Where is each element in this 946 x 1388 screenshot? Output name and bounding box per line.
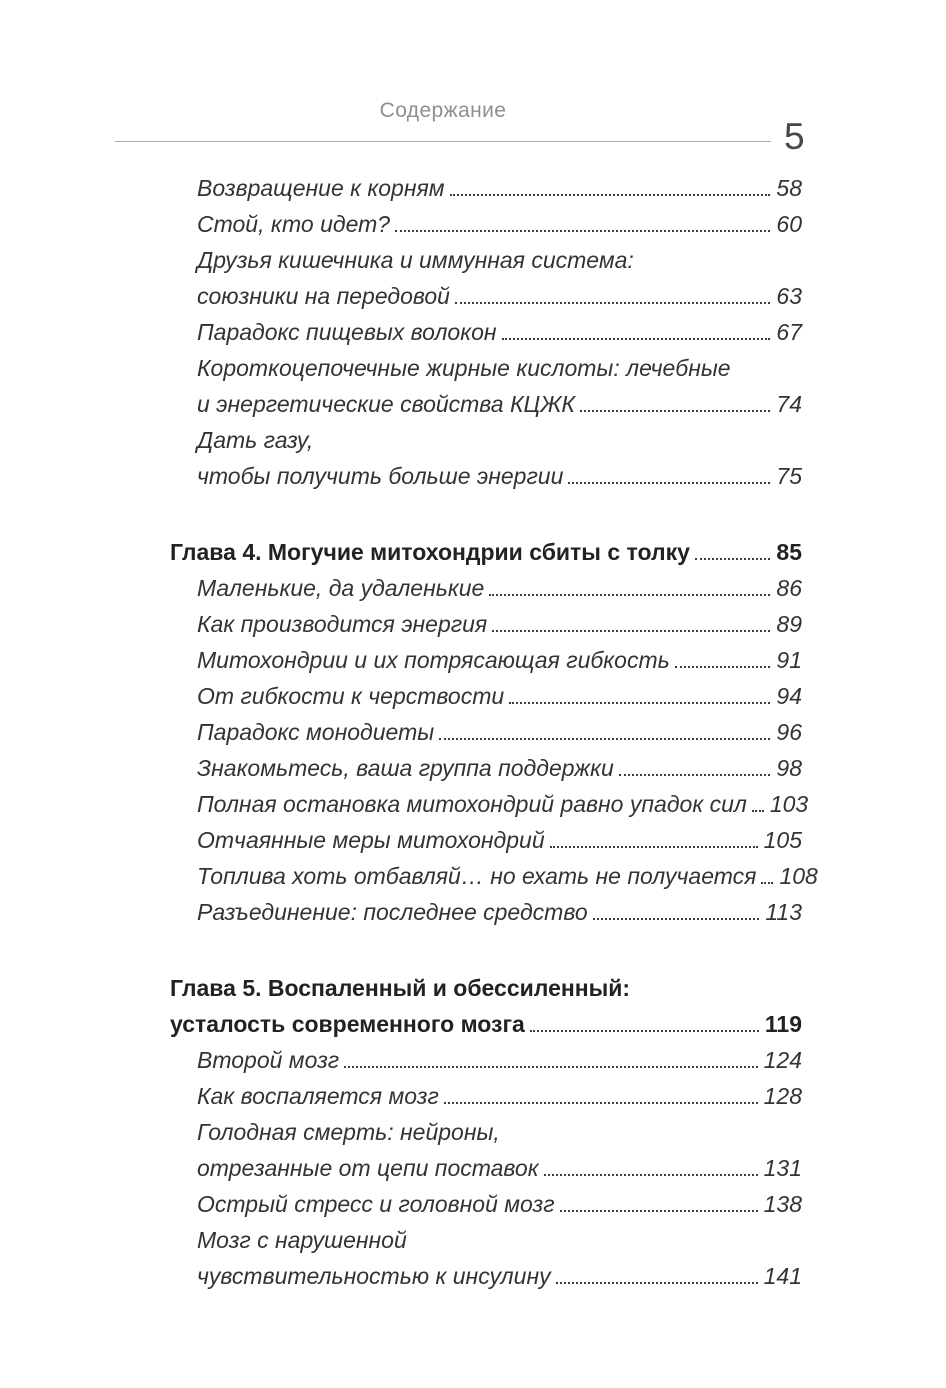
toc-entry-title: Дать газу,: [197, 427, 314, 453]
toc-entry-line: [197, 1078, 802, 1114]
toc-sub-entry: [170, 570, 802, 606]
dot-leader: [489, 594, 770, 596]
toc-entry-page: 75: [776, 463, 802, 489]
toc-entry-title: Как производится энергия: [197, 611, 488, 637]
toc-sub-entry: [170, 606, 802, 642]
toc-entry-line: [197, 314, 802, 350]
dot-leader: [675, 666, 771, 668]
toc-entry-page: 124: [763, 1047, 802, 1073]
toc-sub-entry: [170, 822, 802, 858]
dot-leader: [439, 738, 770, 740]
toc-entry-page: 60: [776, 211, 802, 237]
toc-entry-title: отрезанные от цепи поставок: [197, 1155, 539, 1181]
dot-leader: [344, 1066, 757, 1068]
toc-entry-title: Второй мозг: [197, 1047, 340, 1073]
toc-entry-line: [197, 570, 802, 606]
toc-sub-entry: [170, 858, 818, 894]
dot-leader: [530, 1030, 759, 1032]
toc-entry-page: 89: [776, 611, 802, 637]
toc-sub-entry: [170, 1078, 802, 1114]
dot-leader: [509, 702, 770, 704]
toc-entry-page: 108: [779, 863, 818, 889]
toc-entry-page: 63: [776, 283, 802, 309]
toc-entry-title: союзники на передовой: [197, 283, 450, 309]
toc-entry-page: 96: [776, 719, 802, 745]
toc-entry-title: Парадокс монодиеты: [197, 719, 435, 745]
toc-entry-page: 113: [765, 899, 802, 925]
toc-entry-line: [197, 642, 802, 678]
toc-section: [170, 170, 802, 494]
toc-sub-entry: [170, 1186, 802, 1222]
toc-entry-title: чувствительностью к инсулину: [197, 1263, 551, 1289]
dot-leader: [619, 774, 771, 776]
toc-sub-entry: [170, 206, 802, 242]
toc-entry-title: Как воспаляется мозг: [197, 1083, 439, 1109]
toc-entry-line: [197, 786, 809, 822]
toc-entry-title: Отчаянные меры митохондрий: [197, 827, 545, 853]
toc-entry-title: чтобы получить больше энергии: [197, 463, 564, 489]
toc-entry-line: [170, 1006, 802, 1042]
toc-sub-entry: [170, 642, 802, 678]
toc-entry-line: [197, 858, 818, 894]
toc-entry-title: Разъединение: последнее средство: [197, 899, 588, 925]
toc-entry-title: Друзья кишечника и иммунная система:: [197, 247, 634, 273]
toc-entry-page: 86: [776, 575, 802, 601]
dot-leader: [395, 230, 770, 232]
toc-entry-line: [197, 458, 802, 494]
toc-entry-title: От гибкости к черствости: [197, 683, 505, 709]
toc-entry-line: [197, 1042, 802, 1078]
toc-entry-page: 119: [764, 1011, 802, 1037]
dot-leader: [550, 846, 758, 848]
toc-entry-title: Глава 4. Могучие митохондрии сбиты с толку: [170, 539, 690, 565]
toc-entry-line: [170, 534, 802, 570]
page-header: Содержание: [379, 99, 507, 122]
toc-entry-line: [197, 678, 802, 714]
toc-entry-page: 138: [763, 1191, 802, 1217]
toc-entry-line: [170, 970, 802, 1006]
toc-entry-title: усталость современного мозга: [170, 1011, 525, 1037]
toc-entry-title: Острый стресс и головной мозг: [197, 1191, 555, 1217]
toc-entry-line: [197, 242, 802, 278]
toc-entry-line: [197, 206, 802, 242]
toc-entry-title: Митохондрии и их потрясающая гибкость: [197, 647, 670, 673]
toc-section: [170, 970, 802, 1294]
toc-entry-page: 58: [776, 175, 802, 201]
toc-entry-line: [197, 1186, 802, 1222]
toc-entry-page: 85: [776, 539, 802, 565]
toc-entry-title: и энергетические свойства КЦЖК: [197, 391, 575, 417]
toc-section: [170, 534, 818, 930]
toc-sub-entry: [170, 750, 802, 786]
toc-entry-title: Полная остановка митохондрий равно упадок сил: [197, 791, 747, 817]
toc-entry-title: Мозг с нарушенной: [197, 1227, 407, 1253]
toc-entry-title: Маленькие, да удаленькие: [197, 575, 485, 601]
dot-leader: [695, 558, 771, 560]
dot-leader: [455, 302, 770, 304]
toc-entry-title: Голодная смерть: нейроны,: [197, 1119, 500, 1145]
page-number: 5: [784, 116, 805, 157]
toc-entry-line: [197, 822, 802, 858]
dot-leader: [444, 1102, 758, 1104]
toc-entry-page: 141: [763, 1263, 802, 1289]
toc-entry-line: [197, 1114, 802, 1150]
toc-entry-page: 74: [776, 391, 802, 417]
dot-leader: [556, 1282, 758, 1284]
toc-entry-page: 67: [776, 319, 802, 345]
toc-entry-page: 131: [763, 1155, 802, 1181]
toc-entry-title: Короткоцепочечные жирные кислоты: лечебные: [197, 355, 731, 381]
toc-entry-page: 94: [776, 683, 802, 709]
toc-sub-entry: [170, 350, 802, 422]
dot-leader: [752, 810, 764, 812]
toc-entry-title: Возвращение к корням: [197, 175, 445, 201]
toc-entry-title: Знакомьтесь, ваша группа поддержки: [197, 755, 614, 781]
toc-entry-line: [197, 894, 802, 930]
toc-entry-line: [197, 278, 802, 314]
toc-sub-entry: [170, 678, 802, 714]
dot-leader: [568, 482, 770, 484]
toc-entry-line: [197, 386, 802, 422]
toc-sub-entry: [170, 314, 802, 350]
toc-entry-line: [197, 1258, 802, 1294]
toc-entry-line: [197, 1150, 802, 1186]
toc-sub-entry: [170, 894, 802, 930]
toc-sub-entry: [170, 170, 802, 206]
toc-sub-entry: [170, 1222, 802, 1294]
toc-entry-title: Топлива хоть отбавляй… но ехать не получается: [197, 863, 757, 889]
dot-leader: [580, 410, 770, 412]
dot-leader: [492, 630, 770, 632]
dot-leader: [593, 918, 760, 920]
dot-leader: [544, 1174, 758, 1176]
toc-entry-line: [197, 750, 802, 786]
toc-entry-page: 103: [769, 791, 809, 817]
toc-entry-line: [197, 714, 802, 750]
toc-sub-entry: [170, 242, 802, 314]
toc-entry-title: Стой, кто идет?: [197, 211, 391, 237]
toc-sub-entry: [170, 422, 802, 494]
toc-entry-page: 105: [763, 827, 802, 853]
toc-entry-line: [197, 170, 802, 206]
dot-leader: [502, 338, 771, 340]
toc-entry-line: [197, 350, 802, 386]
toc-sub-entry: [170, 786, 809, 822]
toc-chapter-entry: [170, 534, 802, 570]
toc-entry-line: [197, 422, 802, 458]
toc-list: [170, 170, 818, 1294]
toc-sub-entry: [170, 1042, 802, 1078]
toc-entry-line: [197, 1222, 802, 1258]
toc-sub-entry: [170, 714, 802, 750]
dot-leader: [761, 882, 773, 884]
toc-entry-page: 91: [776, 647, 802, 673]
toc-entry-page: 128: [763, 1083, 802, 1109]
toc-entry-line: [197, 606, 802, 642]
toc-entry-page: 98: [776, 755, 802, 781]
toc-chapter-entry: [170, 970, 802, 1042]
dot-leader: [450, 194, 771, 196]
header-rule: [115, 141, 771, 142]
dot-leader: [560, 1210, 758, 1212]
toc-sub-entry: [170, 1114, 802, 1186]
toc-entry-title: Парадокс пищевых волокон: [197, 319, 497, 345]
toc-entry-title: Глава 5. Воспаленный и обессиленный:: [170, 975, 631, 1001]
